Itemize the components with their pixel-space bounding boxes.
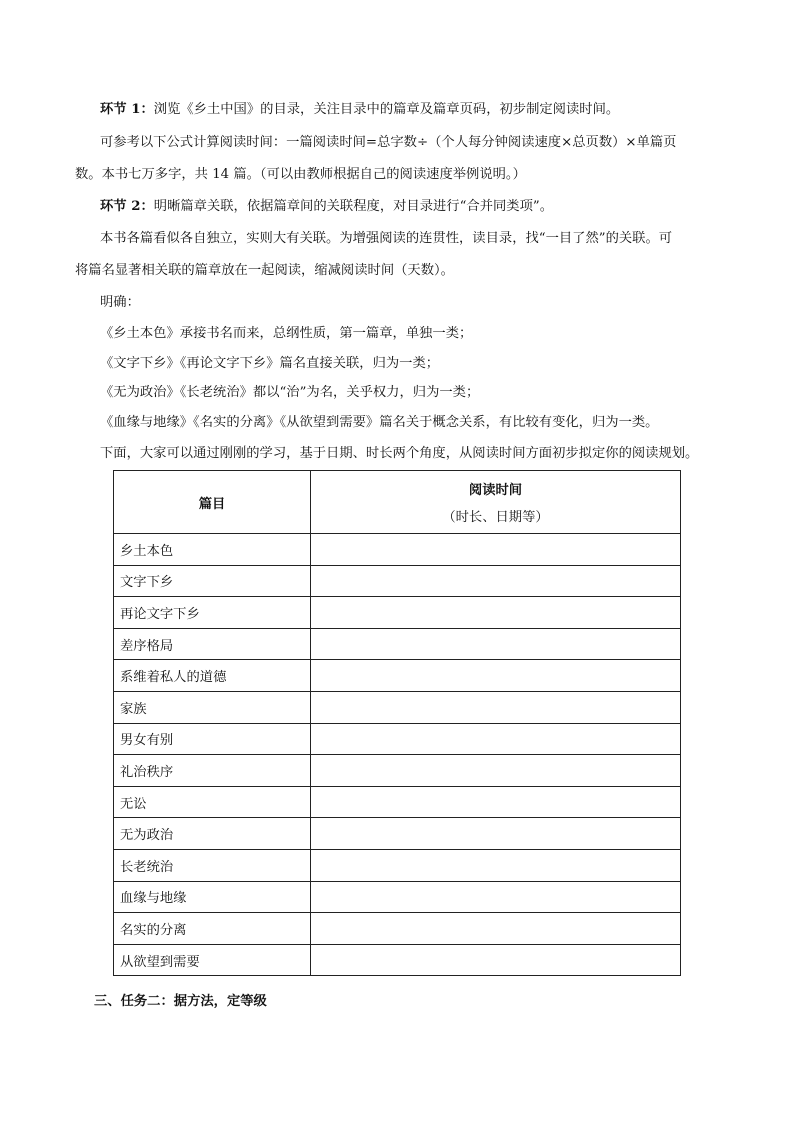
chapter-cell: 差序格局 bbox=[114, 628, 311, 660]
reading-time-cell[interactable] bbox=[311, 660, 681, 692]
col-header-title: 篇目 bbox=[114, 471, 311, 534]
chapter-cell: 血缘与地缘 bbox=[114, 881, 311, 913]
col-header-time-label: 阅读时间 bbox=[468, 483, 523, 498]
reading-time-cell[interactable] bbox=[311, 691, 681, 723]
clarify-item: 《无为政治》《长老统治》都以“治”为名，关乎权力，归为一类； bbox=[100, 385, 480, 400]
table-row bbox=[114, 818, 681, 850]
step1-text: 浏览《乡土中国》的目录，关注目录中的篇章及篇章页码，初步制定阅读时间。 bbox=[153, 102, 620, 117]
table-row bbox=[114, 913, 681, 945]
chapter-cell: 从欲望到需要 bbox=[114, 944, 311, 976]
table-row bbox=[114, 786, 681, 818]
step2-text: 明晰篇章关联，依据篇章间的关联程度，对目录进行“合并同类项”。 bbox=[153, 199, 553, 214]
clarify-item: 《乡土本色》承接书名而来，总纲性质，第一篇章，单独一类； bbox=[100, 326, 473, 341]
reading-time-cell[interactable] bbox=[311, 786, 681, 818]
chapter-cell: 无讼 bbox=[114, 786, 311, 818]
reading-plan-table bbox=[113, 470, 681, 976]
reading-time-cell[interactable] bbox=[311, 628, 681, 660]
reading-time-cell[interactable] bbox=[311, 755, 681, 787]
chapter-cell: 长老统治 bbox=[114, 849, 311, 881]
col-header-time-sub: （时长、日期等） bbox=[442, 510, 549, 525]
table-row bbox=[114, 597, 681, 629]
reading-time-cell[interactable] bbox=[311, 881, 681, 913]
reading-time-cell[interactable] bbox=[311, 723, 681, 755]
reading-time-cell[interactable] bbox=[311, 534, 681, 566]
chapter-cell: 文字下乡 bbox=[114, 565, 311, 597]
chapter-cell: 系维着私人的道德 bbox=[114, 660, 311, 692]
reading-time-cell[interactable] bbox=[311, 849, 681, 881]
chapter-cell: 名实的分离 bbox=[114, 913, 311, 945]
chapter-cell: 男女有别 bbox=[114, 723, 311, 755]
table-row bbox=[114, 660, 681, 692]
formula-line1: 可参考以下公式计算阅读时间：一篇阅读时间=总字数÷（个人每分钟阅读速度×总页数）×单篇页 bbox=[100, 135, 677, 150]
step2-label: 环节 2： bbox=[100, 199, 154, 214]
table-row bbox=[114, 723, 681, 755]
table-header-row bbox=[114, 471, 681, 534]
intro-text: 下面，大家可以通过刚刚的学习，基于日期、时长两个角度，从阅读时间方面初步拟定你的阅读规划。 bbox=[100, 446, 699, 461]
chapter-cell: 无为政治 bbox=[114, 818, 311, 850]
clarify-title: 明确： bbox=[100, 295, 140, 310]
table-row bbox=[114, 944, 681, 976]
clarify-item: 《血缘与地缘》《名实的分离》《从欲望到需要》篇名关于概念关系，有比较有变化，归为一类。 bbox=[100, 415, 659, 430]
formula-line2: 数。本书七万多字，共 14 篇。（可以由教师根据自己的阅读速度举例说明。） bbox=[75, 167, 526, 182]
table-row bbox=[114, 565, 681, 597]
relation-line2: 将篇名显著相关联的篇章放在一起阅读，缩减阅读时间（天数）。 bbox=[75, 263, 454, 278]
step1-paragraph bbox=[100, 101, 730, 119]
section-heading: 三、任务二：据方法，定等级 bbox=[94, 994, 267, 1009]
table-row bbox=[114, 755, 681, 787]
col-header-time bbox=[311, 471, 681, 534]
reading-time-cell[interactable] bbox=[311, 913, 681, 945]
step1-label: 环节 1： bbox=[100, 102, 154, 117]
table-row bbox=[114, 881, 681, 913]
reading-time-cell[interactable] bbox=[311, 565, 681, 597]
table-row bbox=[114, 628, 681, 660]
chapter-cell: 乡土本色 bbox=[114, 534, 311, 566]
relation-line1: 本书各篇看似各自独立，实则大有关联。为增强阅读的连贯性，读目录，找“一目了然”的关联。可 bbox=[100, 231, 673, 246]
chapter-cell: 再论文字下乡 bbox=[114, 597, 311, 629]
reading-time-cell[interactable] bbox=[311, 818, 681, 850]
table-row bbox=[114, 849, 681, 881]
step2-paragraph bbox=[100, 198, 730, 216]
table-row bbox=[114, 691, 681, 723]
clarify-item: 《文字下乡》《再论文字下乡》篇名直接关联，归为一类； bbox=[100, 356, 440, 371]
reading-time-cell[interactable] bbox=[311, 597, 681, 629]
chapter-cell: 家族 bbox=[114, 691, 311, 723]
reading-time-cell[interactable] bbox=[311, 944, 681, 976]
chapter-cell: 礼治秩序 bbox=[114, 755, 311, 787]
table-row bbox=[114, 534, 681, 566]
